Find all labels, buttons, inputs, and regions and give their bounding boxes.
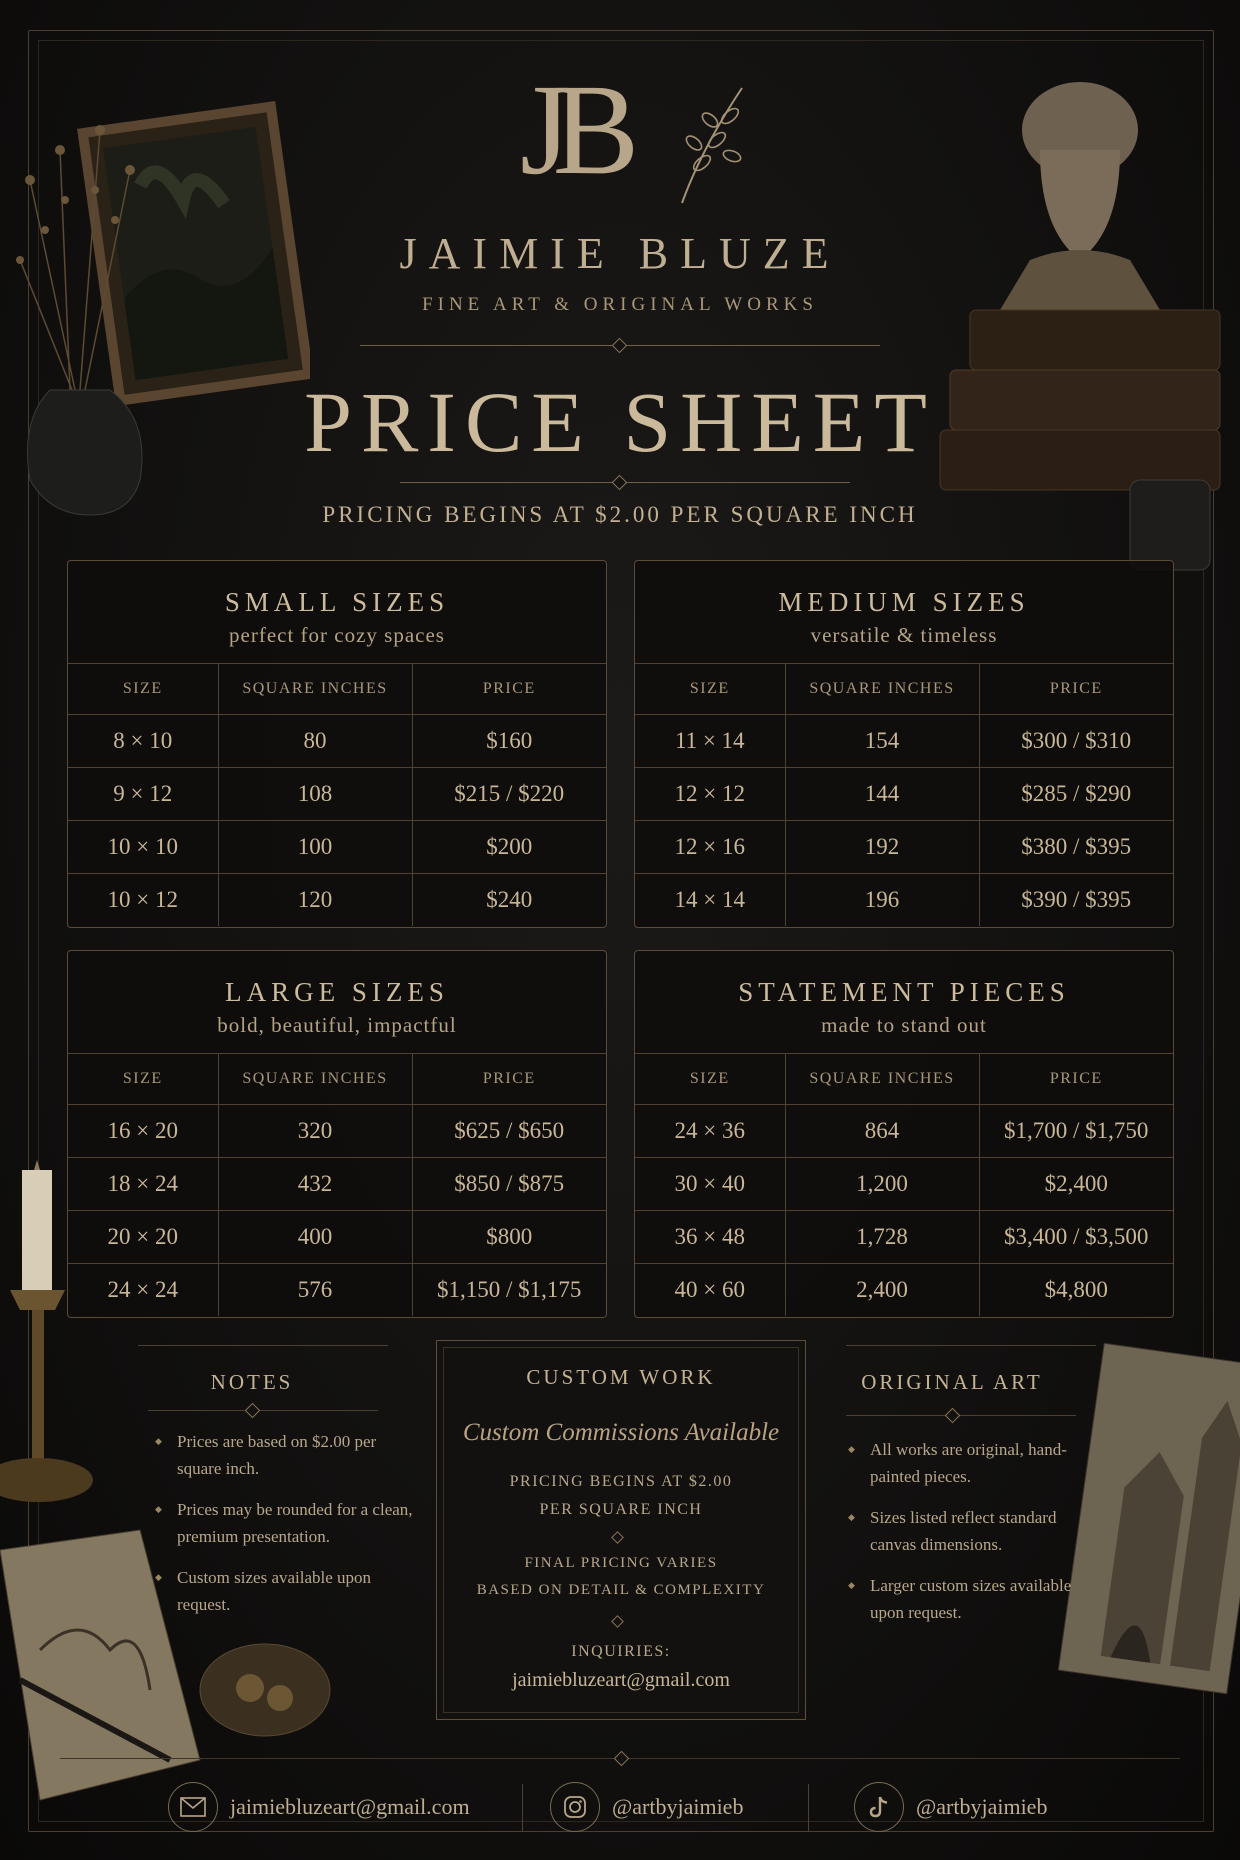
footer-email-text: jaimiebluzeart@gmail.com bbox=[230, 1794, 470, 1819]
custom-work-heading: CUSTOM WORK bbox=[526, 1365, 716, 1389]
footer-tiktok[interactable] bbox=[854, 1780, 1047, 1834]
cell-price: $1,700 / $1,750 bbox=[979, 1105, 1173, 1158]
table-row bbox=[635, 1211, 1173, 1264]
table-row bbox=[68, 874, 606, 927]
cell-price: $1,150 / $1,175 bbox=[412, 1264, 606, 1317]
monogram-logo: JB bbox=[520, 58, 622, 202]
custom-commissions-script: Custom Commissions Available bbox=[462, 1419, 780, 1446]
table-row bbox=[68, 1211, 606, 1264]
list-item: ◆ All works are original, hand-painted pieces. bbox=[848, 1436, 1078, 1490]
cell-price: $300 / $310 bbox=[979, 715, 1173, 768]
page-subtitle: PRICING BEGINS AT $2.00 PER SQUARE INCH bbox=[322, 502, 918, 527]
instagram-icon bbox=[550, 1782, 600, 1832]
inquiries-email-link[interactable]: jaimiebluzeart@gmail.com bbox=[512, 1669, 730, 1691]
table-row bbox=[68, 768, 606, 821]
page-title: PRICE SHEET bbox=[304, 374, 936, 470]
cell-price: $215 / $220 bbox=[412, 768, 606, 821]
footer-tiktok-handle: @artbyjaimieb bbox=[916, 1794, 1048, 1819]
cell-sqin: 154 bbox=[785, 715, 979, 768]
cell-size: 14 × 14 bbox=[635, 874, 785, 927]
divider bbox=[846, 1345, 1096, 1346]
list-item: ◆ Custom sizes available upon request. bbox=[155, 1564, 415, 1618]
table-row bbox=[635, 1264, 1173, 1317]
footer-separator bbox=[522, 1784, 523, 1832]
cell-size: 12 × 12 bbox=[635, 768, 785, 821]
table-header-row bbox=[635, 664, 1173, 715]
cell-size: 9 × 12 bbox=[68, 768, 218, 821]
card-title: MEDIUM SIZES bbox=[778, 587, 1030, 617]
footer-email[interactable] bbox=[168, 1780, 470, 1834]
cell-sqin: 864 bbox=[785, 1105, 979, 1158]
card-subtitle: perfect for cozy spaces bbox=[229, 623, 445, 647]
price-card-small bbox=[67, 560, 607, 928]
column-header-price: PRICE bbox=[979, 664, 1173, 715]
table-header-row bbox=[68, 664, 606, 715]
divider bbox=[148, 1410, 378, 1411]
table-row bbox=[68, 1264, 606, 1317]
custom-final-line-1: FINAL PRICING VARIES bbox=[524, 1555, 718, 1571]
tiktok-icon bbox=[854, 1782, 904, 1832]
cell-price: $850 / $875 bbox=[412, 1158, 606, 1211]
cell-size: 24 × 36 bbox=[635, 1105, 785, 1158]
table-row bbox=[635, 715, 1173, 768]
cell-size: 10 × 12 bbox=[68, 874, 218, 927]
cell-price: $3,400 / $3,500 bbox=[979, 1211, 1173, 1264]
column-header-sqin: SQUARE INCHES bbox=[785, 1054, 979, 1105]
divider bbox=[846, 1415, 1076, 1416]
original-art-heading: ORIGINAL ART bbox=[861, 1370, 1043, 1394]
cell-sqin: 576 bbox=[218, 1264, 412, 1317]
table-header-row bbox=[635, 1054, 1173, 1105]
cell-price: $240 bbox=[412, 874, 606, 927]
notes-list bbox=[155, 1428, 415, 1632]
list-item: ◆ Larger custom sizes available upon request. bbox=[848, 1572, 1078, 1626]
cell-sqin: 120 bbox=[218, 874, 412, 927]
table-row bbox=[68, 1105, 606, 1158]
divider bbox=[138, 1345, 388, 1346]
list-item: ◆ Sizes listed reflect standard canvas dimensions. bbox=[848, 1504, 1078, 1558]
cell-sqin: 100 bbox=[218, 821, 412, 874]
cell-sqin: 196 bbox=[785, 874, 979, 927]
cell-sqin: 80 bbox=[218, 715, 412, 768]
cell-sqin: 144 bbox=[785, 768, 979, 821]
custom-pricing-line-2: PER SQUARE INCH bbox=[539, 1501, 703, 1518]
custom-final-line-2: BASED ON DETAIL & COMPLEXITY bbox=[476, 1582, 766, 1598]
price-table bbox=[68, 663, 606, 926]
cell-sqin: 192 bbox=[785, 821, 979, 874]
column-header-sqin: SQUARE INCHES bbox=[785, 664, 979, 715]
price-table bbox=[635, 663, 1173, 926]
table-row bbox=[68, 1158, 606, 1211]
card-subtitle: bold, beautiful, impactful bbox=[217, 1013, 457, 1037]
cell-size: 12 × 16 bbox=[635, 821, 785, 874]
table-row bbox=[635, 768, 1173, 821]
card-title: SMALL SIZES bbox=[224, 587, 450, 617]
cell-sqin: 2,400 bbox=[785, 1264, 979, 1317]
price-card-large bbox=[67, 950, 607, 1318]
card-subtitle: made to stand out bbox=[821, 1013, 987, 1037]
cell-sqin: 108 bbox=[218, 768, 412, 821]
list-item: ◆ Prices may be rounded for a clean, premium presentation. bbox=[155, 1496, 415, 1550]
list-item: ◆ Prices are based on $2.00 per square inch. bbox=[155, 1428, 415, 1482]
brand-name: JAIMIE BLUZE bbox=[399, 229, 841, 278]
table-row bbox=[635, 1105, 1173, 1158]
table-row bbox=[68, 715, 606, 768]
cell-sqin: 1,728 bbox=[785, 1211, 979, 1264]
cell-price: $800 bbox=[412, 1211, 606, 1264]
column-header-price: PRICE bbox=[412, 1054, 606, 1105]
footer-instagram-handle: @artbyjaimieb bbox=[612, 1794, 744, 1819]
table-header-row bbox=[68, 1054, 606, 1105]
original-art-list bbox=[848, 1436, 1078, 1640]
column-header-size: SIZE bbox=[635, 1054, 785, 1105]
cell-price: $4,800 bbox=[979, 1264, 1173, 1317]
price-card-statement bbox=[634, 950, 1174, 1318]
cell-price: $285 / $290 bbox=[979, 768, 1173, 821]
column-header-size: SIZE bbox=[635, 664, 785, 715]
cell-price: $625 / $650 bbox=[412, 1105, 606, 1158]
cell-price: $160 bbox=[412, 715, 606, 768]
cell-sqin: 400 bbox=[218, 1211, 412, 1264]
footer-separator bbox=[808, 1784, 809, 1832]
cell-sqin: 432 bbox=[218, 1158, 412, 1211]
cell-size: 24 × 24 bbox=[68, 1264, 218, 1317]
cell-size: 20 × 20 bbox=[68, 1211, 218, 1264]
price-table bbox=[635, 1053, 1173, 1316]
cell-size: 36 × 48 bbox=[635, 1211, 785, 1264]
cell-size: 11 × 14 bbox=[635, 715, 785, 768]
envelope-icon bbox=[168, 1782, 218, 1832]
cell-size: 10 × 10 bbox=[68, 821, 218, 874]
price-table bbox=[68, 1053, 606, 1316]
column-header-price: PRICE bbox=[412, 664, 606, 715]
price-card-medium bbox=[634, 560, 1174, 928]
cell-size: 16 × 20 bbox=[68, 1105, 218, 1158]
laurel-sprig-icon bbox=[672, 78, 762, 208]
cell-size: 8 × 10 bbox=[68, 715, 218, 768]
column-header-size: SIZE bbox=[68, 1054, 218, 1105]
table-row bbox=[68, 821, 606, 874]
cell-price: $200 bbox=[412, 821, 606, 874]
custom-pricing-line-1: PRICING BEGINS AT $2.00 bbox=[509, 1473, 733, 1490]
footer-instagram[interactable] bbox=[550, 1780, 743, 1834]
column-header-price: PRICE bbox=[979, 1054, 1173, 1105]
card-subtitle: versatile & timeless bbox=[810, 623, 998, 647]
table-row bbox=[635, 821, 1173, 874]
table-row bbox=[635, 874, 1173, 927]
cell-sqin: 320 bbox=[218, 1105, 412, 1158]
notes-heading: NOTES bbox=[210, 1370, 294, 1394]
card-title: STATEMENT PIECES bbox=[738, 977, 1070, 1007]
cell-price: $390 / $395 bbox=[979, 874, 1173, 927]
cell-size: 30 × 40 bbox=[635, 1158, 785, 1211]
cell-price: $2,400 bbox=[979, 1158, 1173, 1211]
brand-tagline: FINE ART & ORIGINAL WORKS bbox=[422, 294, 818, 315]
cell-size: 40 × 60 bbox=[635, 1264, 785, 1317]
cell-price: $380 / $395 bbox=[979, 821, 1173, 874]
column-header-sqin: SQUARE INCHES bbox=[218, 1054, 412, 1105]
custom-work-panel bbox=[436, 1340, 806, 1720]
inquiries-label: INQUIRIES: bbox=[571, 1643, 671, 1660]
column-header-size: SIZE bbox=[68, 664, 218, 715]
column-header-sqin: SQUARE INCHES bbox=[218, 664, 412, 715]
cell-sqin: 1,200 bbox=[785, 1158, 979, 1211]
card-title: LARGE SIZES bbox=[225, 977, 449, 1007]
cell-size: 18 × 24 bbox=[68, 1158, 218, 1211]
table-row bbox=[635, 1158, 1173, 1211]
